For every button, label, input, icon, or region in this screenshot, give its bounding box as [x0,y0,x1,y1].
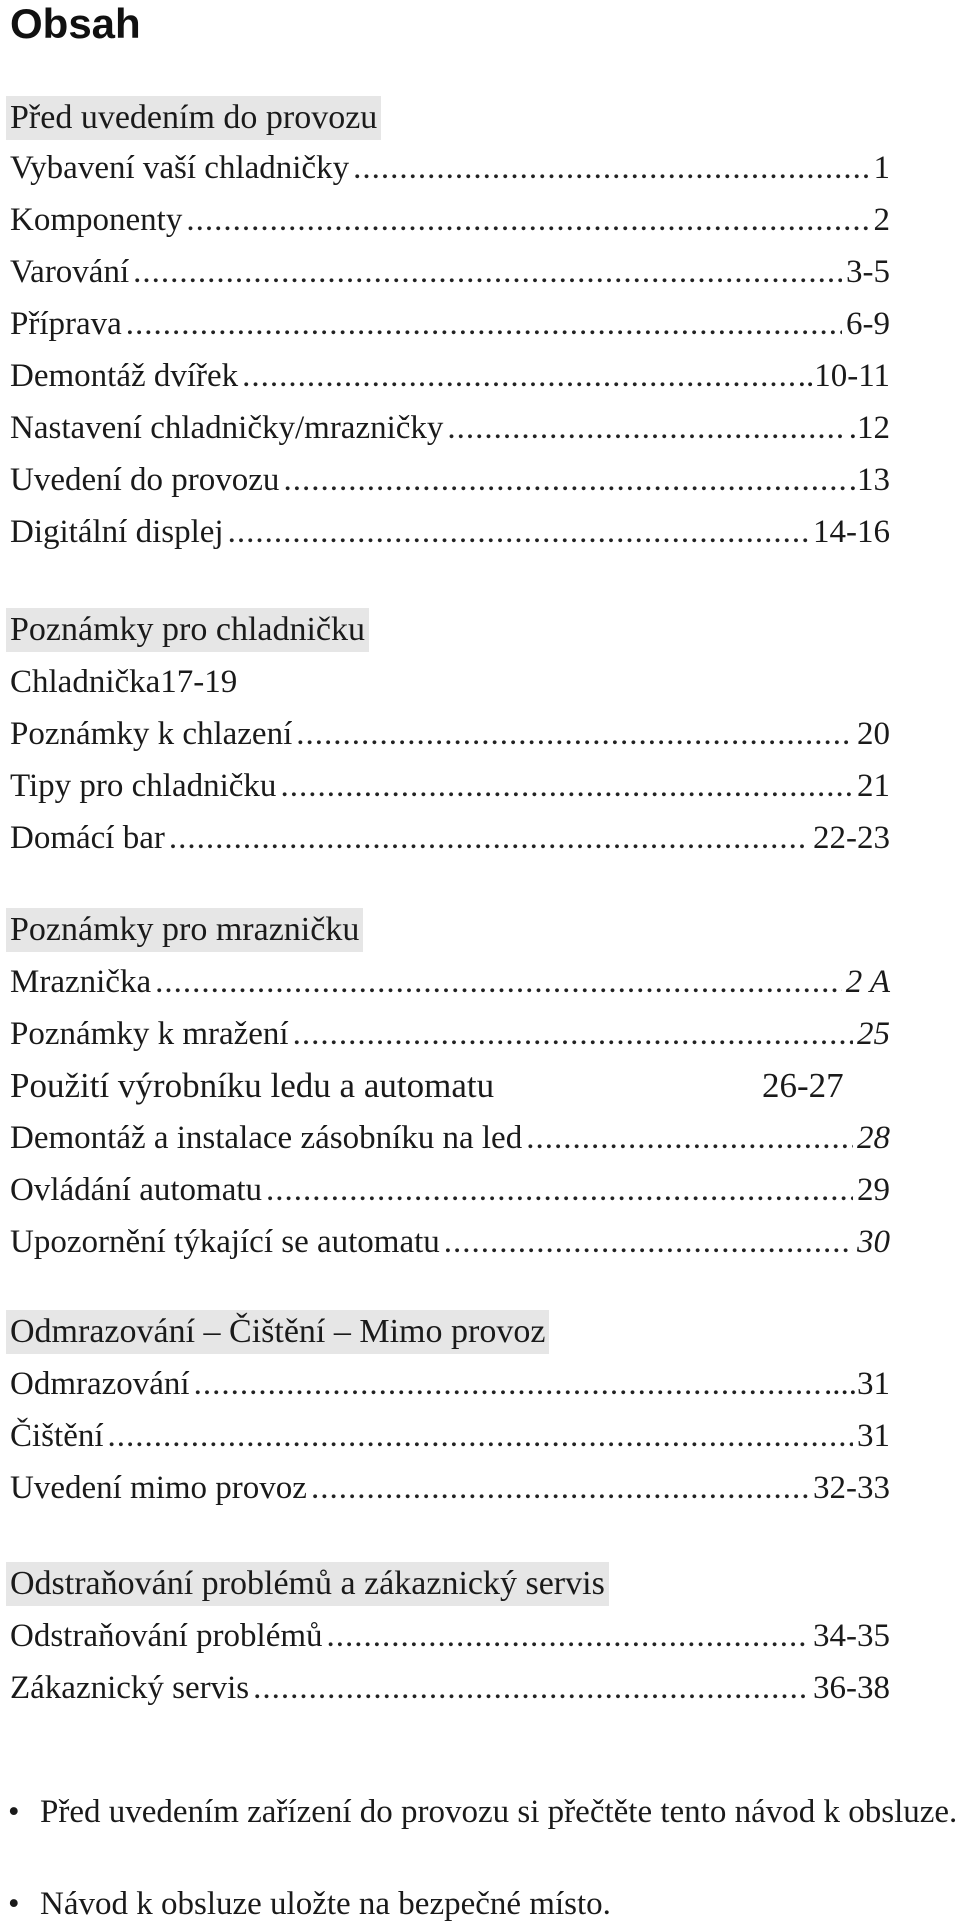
toc-entry-title: Příprava [10,306,122,342]
page-title: Obsah [10,0,141,47]
toc-entry-page: 2 [873,202,890,238]
toc-entry-page: 2 A [845,964,890,1000]
section-heading: Poznámky pro mrazničku [6,908,363,952]
toc-entry-title: Uvedení do provozu [10,462,280,498]
dot-leader [293,1012,853,1056]
note-text: Návod k obsluze uložte na bezpečné místo. [40,1886,611,1922]
toc-entry-page: 28 [857,1120,890,1156]
dot-leader [266,1168,853,1212]
toc-entry[interactable] [10,660,890,704]
toc-entry[interactable] [10,1116,890,1160]
toc-entry-page: 20 [857,716,890,752]
toc-entry-page: 31 [857,1418,890,1454]
toc-entry-title: Odmrazování [10,1366,190,1402]
toc-entry-title: Demontáž a instalace zásobníku na led [10,1120,523,1156]
toc-entry[interactable] [10,1614,890,1658]
toc-entry-title: Ovládání automatu [10,1172,263,1208]
dot-leader [242,354,794,398]
toc-entry[interactable] [10,406,890,450]
toc-entry[interactable] [10,960,890,1004]
dot-leader [526,1116,853,1160]
dot-leader [444,1220,853,1264]
toc-entry-page: 3-5 [846,254,890,290]
toc-entry-page: 32-33 [813,1470,890,1506]
dot-leader [133,250,842,294]
note-item [8,1790,958,1886]
toc-entry-title: Varování [10,254,130,290]
dot-leader [194,1362,820,1406]
toc-entry-title: Nastavení chladničky/mrazničky [10,410,444,446]
note-text: Před uvedením zařízení do provozu si přečtěte tento návod k obsluze. [40,1794,958,1830]
toc-entry-page: 1 [873,150,890,186]
toc-entry[interactable] [10,1168,890,1212]
toc-entry-title: Komponenty [10,202,183,238]
section-heading: Poznámky pro chladničku [6,608,369,652]
dot-leader [186,198,869,242]
dot-leader [296,712,853,756]
dot-leader [108,1414,853,1458]
dot-leader [253,1666,809,1710]
toc-entry-title: Uvedení mimo provoz [10,1470,307,1506]
toc-entry-page: 6-9 [846,306,890,342]
toc-entry-page: 26-27 [762,1066,844,1105]
toc-entry[interactable] [10,1220,890,1264]
dot-leader [447,406,844,450]
toc-entry-page: 36-38 [813,1670,890,1706]
toc-entry[interactable] [10,354,890,398]
section-heading: Odstraňování problémů a zákaznický servis [6,1562,609,1606]
toc-entry[interactable] [10,1362,890,1406]
dot-leader [353,146,869,190]
dot-leader [283,458,844,502]
toc-entry-page: 34-35 [813,1618,890,1654]
toc-entry-title: Demontáž dvířek [10,358,239,394]
dot-leader [280,764,853,808]
dot-leader [126,302,842,346]
toc-entry-title: Zákaznický servis [10,1670,250,1706]
toc-entry[interactable] [10,510,890,554]
toc-entry-title: Digitální displej [10,514,224,550]
toc-entry-page: ....31 [824,1366,890,1402]
toc-entry-title: Poznámky k chlazení [10,716,293,752]
toc-entry-page: ..10-11 [797,358,890,394]
toc-entry[interactable] [10,250,890,294]
toc-entry-title: Mraznička [10,964,152,1000]
toc-entry-page: 21 [857,768,890,804]
toc-entry-title: Odstraňování problémů [10,1618,323,1654]
toc-entry[interactable] [10,458,890,502]
toc-entry-page: 25 [857,1016,890,1052]
toc-entry[interactable] [10,1666,890,1710]
toc-entry[interactable] [10,302,890,346]
dot-leader [155,960,842,1004]
toc-entry-page: 17-19 [160,664,238,700]
toc-entry-title: Domácí bar [10,820,165,856]
dot-leader [327,1614,809,1658]
toc-entry-title: Chladnička [10,664,161,700]
section-heading: Před uvedením do provozu [6,96,381,140]
toc-entry-title: Upozornění týkající se automatu [10,1224,440,1260]
toc-entry-title: Tipy pro chladničku [10,768,277,804]
toc-entry-page: 22-23 [813,820,890,856]
toc-entry[interactable] [10,198,890,242]
toc-entry-page: 14-16 [813,514,890,550]
note-item [8,1882,958,1930]
toc-entry[interactable] [10,1064,890,1108]
toc-entry[interactable] [10,1466,890,1510]
toc-entry[interactable] [10,1414,890,1458]
toc-entry[interactable] [10,712,890,756]
dot-leader [311,1466,809,1510]
toc-entry-page: 30 [857,1224,890,1260]
toc-entry-title: Vybavení vaší chladničky [10,150,350,186]
toc-entry[interactable] [10,1012,890,1056]
toc-entry-page: .12 [848,410,890,446]
toc-entry-page: .13 [848,462,890,498]
dot-leader [169,816,809,860]
toc-entry-page: 29 [857,1172,890,1208]
toc-entry-title: Použití výrobníku ledu a automatu [10,1066,495,1105]
toc-entry-title: Čištění [10,1418,104,1454]
section-heading: Odmrazování – Čištění – Mimo provoz [6,1310,549,1354]
toc-entry[interactable] [10,816,890,860]
toc-entry-title: Poznámky k mražení [10,1016,289,1052]
bullet-icon: • [8,1886,20,1922]
dot-leader [228,510,809,554]
toc-entry[interactable] [10,146,890,190]
bullet-icon: • [8,1794,20,1830]
toc-entry[interactable] [10,764,890,808]
